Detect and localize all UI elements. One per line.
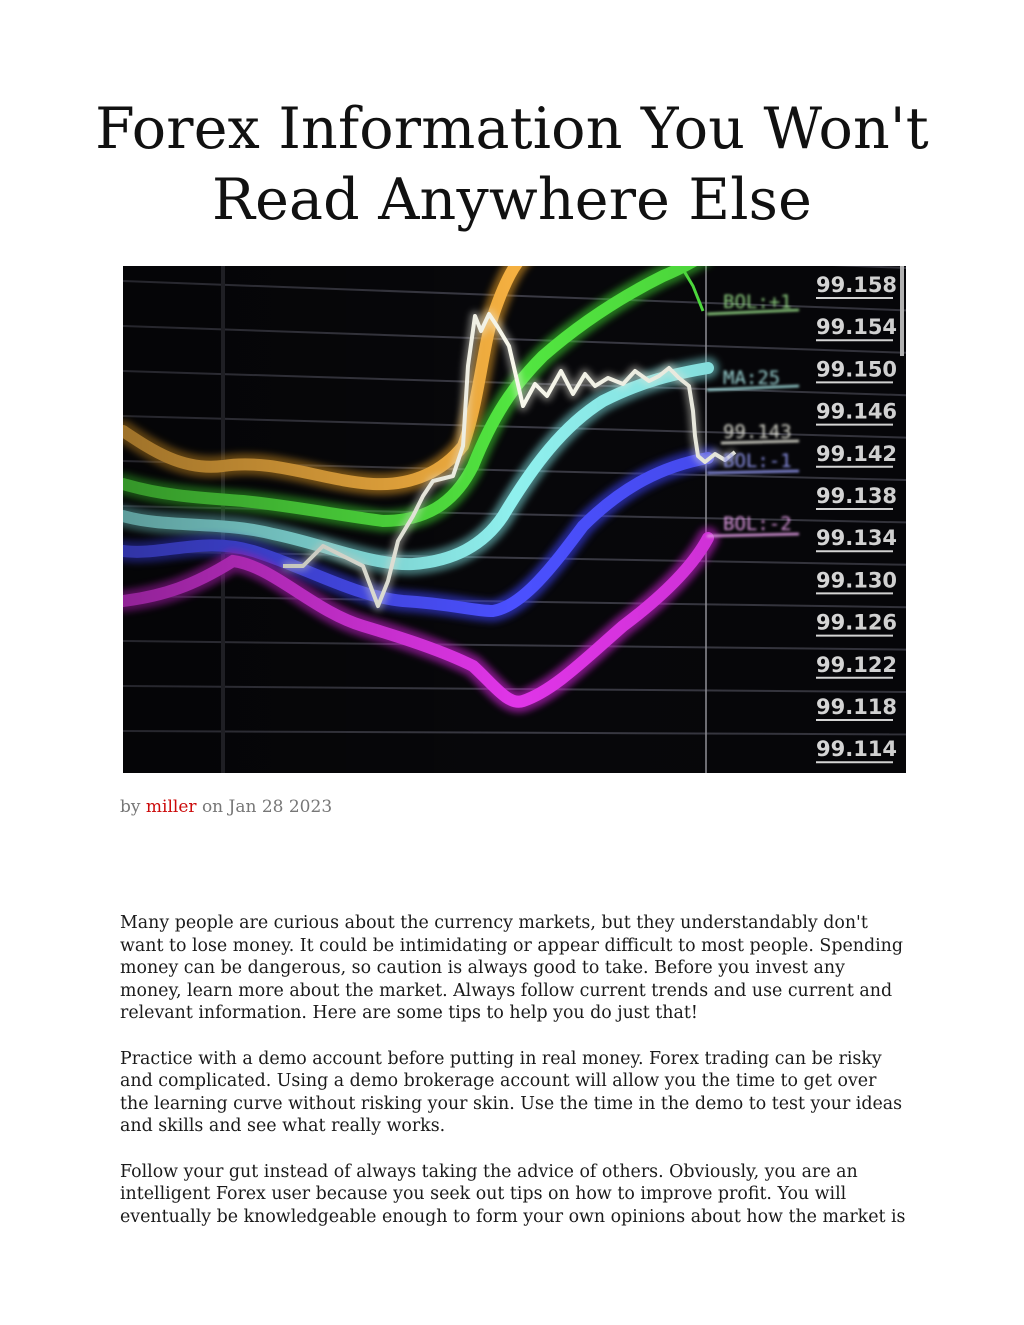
byline-date-prefix: on [201,797,224,817]
forex-chart-photo [123,266,906,773]
author-link[interactable]: miller [145,797,197,817]
article-paragraph: Many people are curious about the currency markets, but they understandably don't want to lose money. It could be intimidating or appear difficult to most people. Spending money can be dangerous, so caution is always good to take. Before you invest any money, learn more about the market. Always follow current trends and use current and relevant information. Here are some tips to help you do just that! [120,913,903,1024]
article-paragraph: Follow your gut instead of always taking the advice of others. Obviously, you are an intelligent Forex user because you seek out tips on how to improve profit. You will eventually be knowledgeable enough to form your own opinions about how the market is [120,1161,906,1227]
article-body [120,912,910,1251]
publish-date: Jan 28 2023 [228,797,333,817]
article-title: Forex Information You Won't Read Anywhere Else [95,96,929,233]
forex-chart-photo-svg [123,266,906,773]
photo-vignette [123,266,906,773]
byline-prefix: by [120,797,141,817]
byline [120,796,332,818]
article-paragraph: Practice with a demo account before putting in real money. Forex trading can be risky and complicated. Using a demo brokerage account will allow you the time to get over the learning curve without risking your skin. Use the time in the demo to test your ideas and skills and see what really works. [120,1048,903,1137]
